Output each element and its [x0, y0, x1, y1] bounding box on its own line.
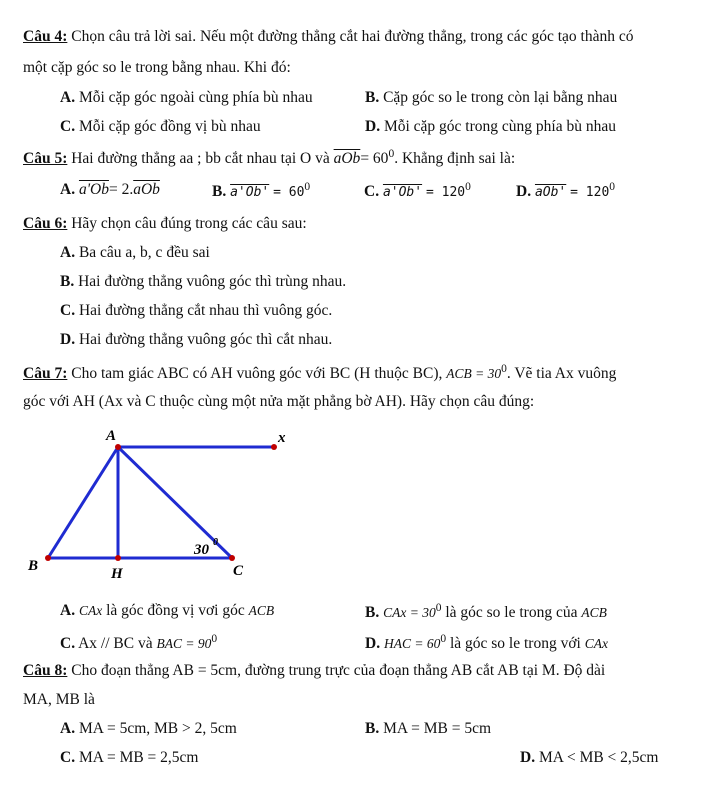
q4-a-text: Mỗi cặp góc ngoài cùng phía bù nhau [78, 89, 313, 106]
q6-d-letter: D. [60, 331, 76, 348]
label-c: C [233, 563, 244, 579]
q8-d-letter: D. [520, 749, 536, 766]
q7-option-b[interactable] [365, 602, 607, 622]
point-x [271, 444, 277, 450]
q7-text1a: Cho tam giác ABC có AH vuông góc với BC (H thuộc BC), [71, 365, 443, 383]
q6-b-text: Hai đường thẳng vuông góc thì trùng nhau. [78, 273, 347, 290]
q6-text: Hãy chọn câu đúng trong các câu sau: [71, 215, 307, 232]
q4-option-d[interactable] [365, 118, 616, 136]
q7-c-deg: 0 [211, 633, 218, 645]
q5-a-angle2: $\overline{aOb}$ [133, 181, 160, 198]
point-a [115, 444, 121, 450]
point-b [45, 555, 51, 561]
q6-a-letter: A. [60, 244, 76, 261]
q7-b-letter: B. [365, 604, 380, 622]
q7-d-3: CAx [584, 636, 608, 652]
q7-b-deg: 0 [435, 602, 442, 614]
q5-b-letter: B. [212, 183, 227, 201]
q5-deg: 0 [388, 148, 395, 160]
q5-b-deg: 0 [304, 181, 311, 193]
q8-option-b[interactable] [365, 720, 491, 738]
q7-c-1: Ax // BC và [78, 635, 153, 653]
q5-d-angle: aOb' [534, 185, 567, 201]
q7-stem-line1 [23, 363, 616, 383]
q7-a-letter: A. [60, 602, 76, 619]
point-c [229, 555, 235, 561]
q4-a-letter: A. [60, 89, 76, 106]
q5-a-letter: A. [60, 181, 76, 198]
label-a: A [106, 428, 117, 444]
q5-c-letter: C. [364, 183, 380, 201]
q8-a-text: MA = 5cm, MB > 2, 5cm [78, 720, 237, 737]
q8-d-text: MA < MB < 2,5cm [538, 749, 659, 766]
q6-c-letter: C. [60, 302, 76, 319]
q4-text1: Chọn câu trả lời sai. Nếu một đường thẳng cắt hai đường thẳng, trong các góc tạo thành có [71, 28, 634, 45]
q7-b-1: CAx = 30 [383, 605, 436, 621]
q8-text1: Cho đoạn thẳng AB = 5cm, đường trung trực của đoạn thẳng AB cắt AB tại M. Độ dài [71, 662, 606, 679]
q4-c-letter: C. [60, 118, 76, 135]
q6-a-text: Ba câu a, b, c đều sai [78, 244, 210, 261]
q5-option-a[interactable] [60, 181, 160, 199]
q8-label: Câu 8: [23, 662, 68, 679]
q5-angle: $\overline{aOb}$ [333, 150, 361, 168]
q7-text2: góc với AH (Ax và C thuộc cùng một nửa mặt phẳng bờ AH). Hãy chọn câu đúng: [23, 393, 535, 410]
q7-a-2: là góc đồng vị vơi góc [106, 602, 245, 619]
q8-c-text: MA = MB = 2,5cm [78, 749, 199, 766]
q5-c-angle: a'Ob' [382, 185, 423, 201]
q7-text1b: . Vẽ tia Ax vuông [506, 365, 617, 383]
q7-deg: 0 [501, 363, 507, 375]
q5-text-a: Hai đường thẳng aa ; bb cắt nhau tại O và [71, 150, 330, 168]
label-x: x [278, 430, 286, 446]
q6-d-text: Hai đường thẳng vuông góc thì cắt nhau. [78, 331, 333, 348]
q5-d-rest: = 120 [570, 185, 610, 201]
q5-text-b: . Khẳng định sai là: [394, 150, 516, 168]
q7-a-1: CAx [78, 603, 103, 618]
q7-c-2: BAC = 90 [156, 636, 212, 652]
q7-b-2: là góc so le trong của [445, 604, 578, 622]
q5-a-rest: = 2. [108, 181, 134, 198]
q5-a-angle: a'Ob [78, 181, 109, 198]
q7-b-3: ACB [581, 605, 607, 621]
triangle-figure [20, 420, 300, 590]
q8-a-letter: A. [60, 720, 76, 737]
q5-stem [23, 148, 515, 168]
label-angle-deg: 0 [213, 537, 218, 548]
q5-eq: = 60 [360, 150, 389, 168]
q5-d-deg: 0 [609, 181, 616, 193]
point-h [115, 555, 121, 561]
q8-text2: MA, MB là [23, 691, 95, 708]
q8-option-a[interactable] [60, 720, 237, 738]
q8-stem-line1 [23, 662, 605, 680]
q4-text2: một cặp góc so le trong bằng nhau. Khi đó: [23, 59, 291, 76]
q6-stem [23, 215, 307, 233]
q5-d-letter: D. [516, 183, 532, 201]
q6-option-a[interactable] [60, 244, 210, 262]
q5-b-rest: = 60 [273, 185, 305, 201]
q5-option-d[interactable] [516, 181, 615, 201]
label-b: B [28, 558, 39, 574]
q5-option-b[interactable] [212, 181, 310, 201]
q5-b-angle: a'Ob' [230, 185, 270, 201]
q7-d-letter: D. [365, 635, 381, 653]
q7-d-deg: 0 [440, 633, 447, 645]
figure-points [45, 444, 277, 561]
label-h: H [111, 566, 123, 582]
q6-option-c[interactable] [60, 302, 332, 320]
q4-stem-line1 [23, 28, 633, 46]
q4-d-letter: D. [365, 118, 381, 135]
figure-lines [48, 447, 274, 558]
q7-a-3: ACB [248, 603, 275, 618]
q8-option-d[interactable] [520, 749, 659, 767]
q7-label: Câu 7: [23, 365, 68, 383]
q4-d-text: Mỗi cặp góc trong cùng phía bù nhau [383, 118, 616, 135]
q8-c-letter: C. [60, 749, 76, 766]
q4-option-c[interactable] [60, 118, 261, 136]
q6-c-text: Hai đường thẳng cắt nhau thì vuông góc. [78, 302, 333, 319]
q5-c-rest: = 120 [425, 185, 466, 201]
q8-option-c[interactable] [60, 749, 199, 767]
q7-option-a[interactable] [60, 602, 274, 620]
segment-ab [48, 447, 118, 558]
q4-option-b[interactable] [365, 89, 617, 107]
q6-b-letter: B. [60, 273, 75, 290]
q6-option-b[interactable] [60, 273, 346, 291]
q4-label: Câu 4: [23, 28, 68, 45]
q7-option-d[interactable] [365, 633, 608, 653]
q7-option-c[interactable] [60, 633, 217, 653]
q5-option-c[interactable] [364, 181, 471, 201]
q6-option-d[interactable] [60, 331, 332, 349]
q4-b-letter: B. [365, 89, 380, 106]
q5-label: Câu 5: [23, 150, 68, 168]
q4-b-text: Cặp góc so le trong còn lại bằng nhau [383, 89, 618, 106]
q7-d-2: là góc so le trong với [449, 635, 581, 653]
q7-d-1: HAC = 60 [383, 636, 441, 652]
q6-label: Câu 6: [23, 215, 68, 232]
q4-c-text: Mỗi cặp góc đồng vị bù nhau [78, 118, 261, 135]
q8-b-letter: B. [365, 720, 380, 737]
q8-b-text: MA = MB = 5cm [383, 720, 492, 737]
q5-c-deg: 0 [465, 181, 471, 193]
q7-text1m: ACB = 30 [446, 366, 502, 382]
q4-option-a[interactable] [60, 89, 313, 107]
q7-c-letter: C. [60, 635, 76, 653]
label-angle: 30 [194, 542, 209, 558]
